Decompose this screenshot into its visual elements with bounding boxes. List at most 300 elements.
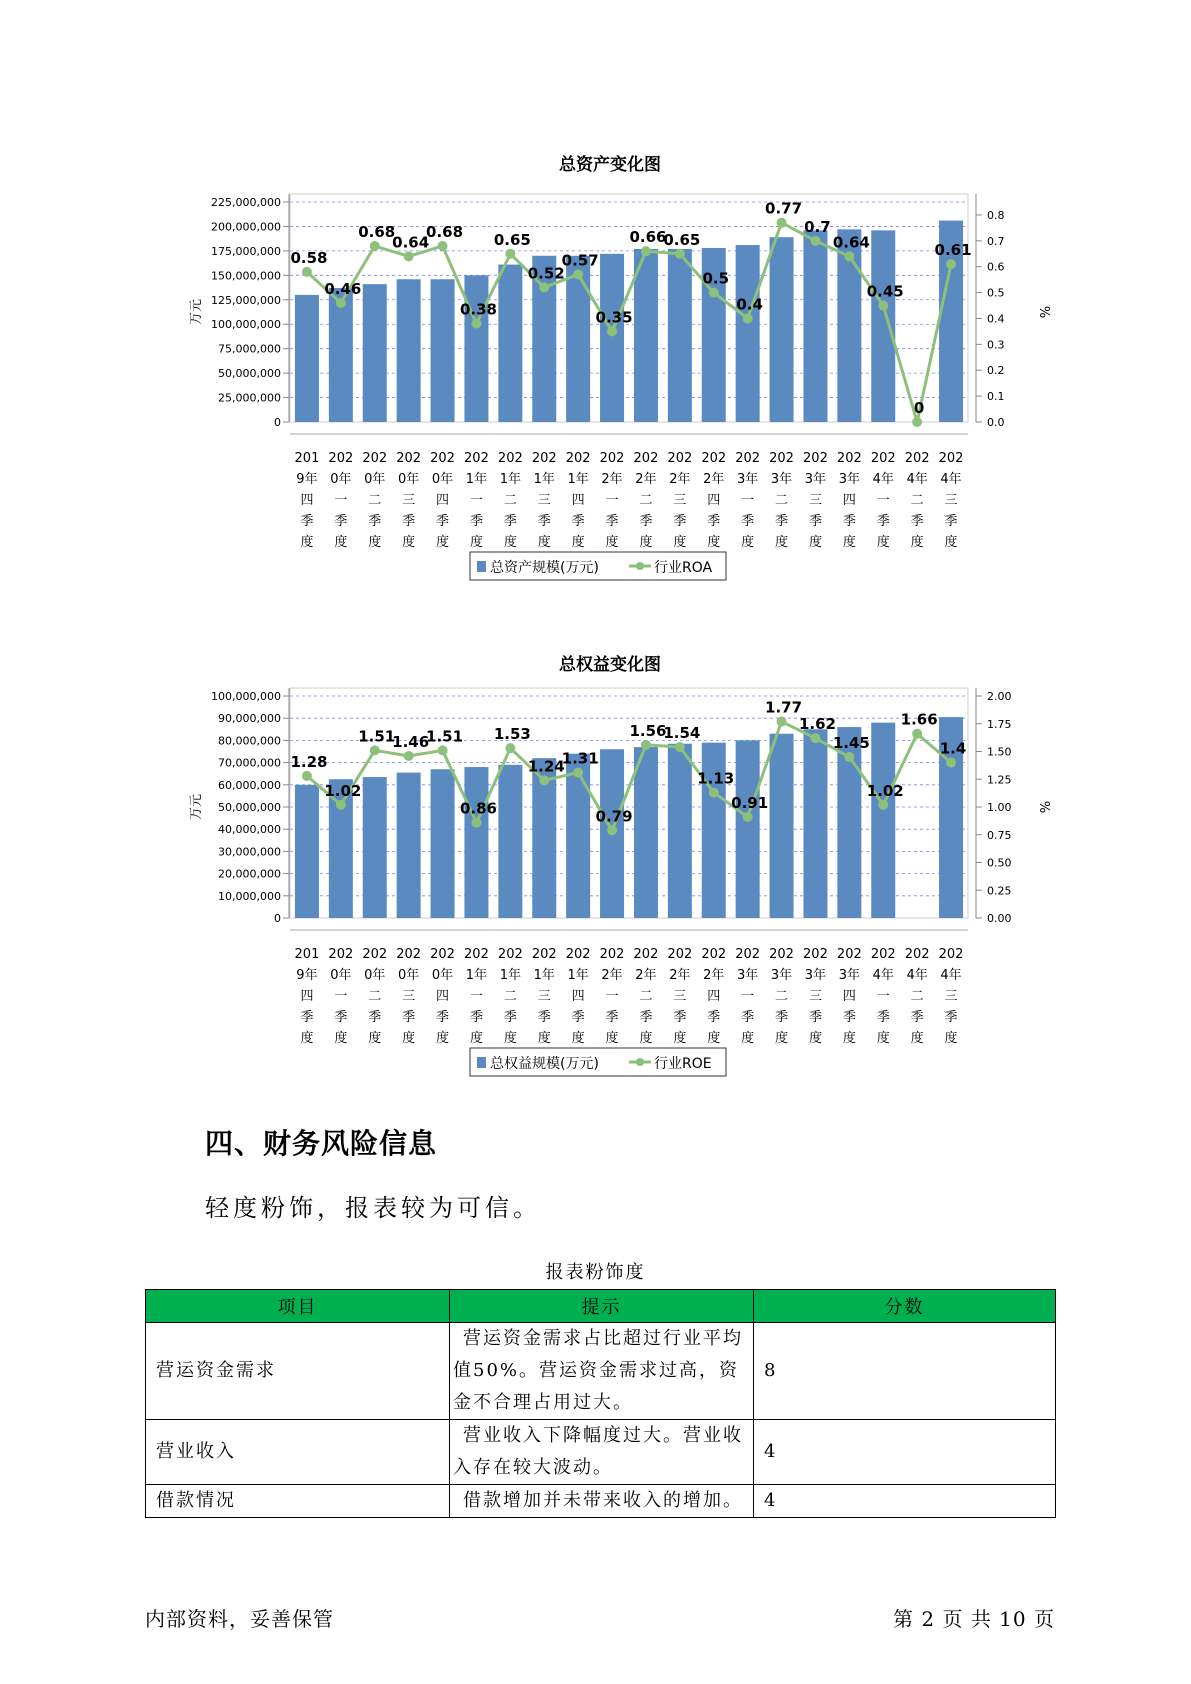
x-tick-label: 一 (334, 989, 348, 1004)
line-point (946, 259, 956, 269)
x-tick-label: 202 (904, 451, 930, 466)
table-header-tip: 提示 (450, 1290, 754, 1323)
x-tick-label: 度 (469, 535, 483, 550)
x-tick-label: 度 (368, 535, 382, 550)
x-tick-label: 0年 (330, 968, 352, 983)
y-tick-label: 0 (274, 416, 281, 429)
x-tick-label: 二 (910, 989, 924, 1004)
x-tick-label: 202 (464, 947, 489, 962)
x-tick-label: 度 (605, 535, 619, 550)
x-tick-label: 202 (803, 947, 828, 962)
y-tick-label: 100,000,000 (211, 690, 281, 703)
data-label: 1.4 (939, 739, 967, 758)
line-point (743, 812, 753, 822)
data-label: 1.13 (697, 769, 735, 788)
x-tick-label: 三 (673, 989, 687, 1004)
line-point (505, 249, 515, 259)
x-tick-label: 度 (944, 1031, 958, 1046)
y2-tick-label: 0.8 (987, 208, 1005, 222)
x-tick-label: 季 (537, 514, 551, 529)
x-tick-label: 季 (741, 514, 755, 529)
bar (329, 288, 353, 422)
data-label: 0.65 (663, 230, 701, 249)
line-point (302, 267, 312, 277)
legend-swatch-bar (477, 1057, 486, 1068)
x-tick-label: 度 (876, 1031, 890, 1046)
bar (803, 729, 827, 918)
data-label: 0.7 (804, 217, 831, 236)
x-tick-label: 度 (707, 1031, 721, 1046)
line-point (675, 249, 685, 259)
row-tip: 借款增加并未带来收入的增加。 (450, 1485, 754, 1518)
x-tick-label: 季 (876, 1010, 890, 1025)
x-tick-label: 二 (775, 989, 789, 1004)
x-tick-label: 二 (503, 989, 517, 1004)
data-label: 1.54 (663, 724, 701, 743)
y-tick-label: 150,000,000 (211, 269, 281, 283)
whitewash-table (145, 1289, 1056, 1518)
x-tick-label: 202 (735, 947, 761, 962)
x-tick-label: 度 (368, 1031, 382, 1046)
legend-label-line: 行业ROA (654, 560, 713, 576)
x-tick-label: 3年 (838, 968, 860, 983)
x-tick-label: 202 (769, 947, 794, 962)
x-tick-label: 四 (436, 989, 450, 1004)
x-tick-label: 度 (571, 535, 585, 550)
x-tick-label: 202 (701, 947, 727, 962)
x-tick-label: 季 (334, 1010, 348, 1025)
x-tick-label: 一 (741, 989, 755, 1004)
x-tick-label: 四 (300, 493, 314, 508)
x-tick-label: 202 (667, 451, 693, 466)
data-label: 1.31 (561, 749, 599, 768)
x-tick-label: 度 (334, 1031, 348, 1046)
x-tick-label: 202 (599, 947, 625, 962)
x-tick-label: 1年 (533, 968, 555, 983)
x-tick-label: 3年 (737, 472, 759, 487)
y-tick-label: 225,000,000 (211, 196, 281, 209)
x-tick-label: 度 (639, 535, 653, 550)
x-tick-label: 一 (469, 493, 483, 508)
y-tick-label: 200,000,000 (211, 220, 281, 234)
section-body-text: 轻度粉饰，报表较为可信。 (205, 1194, 541, 1222)
x-tick-label: 一 (741, 493, 755, 508)
x-tick-label: 4年 (872, 968, 894, 983)
data-label: 0.57 (561, 251, 599, 270)
bar (770, 734, 794, 918)
x-tick-label: 2年 (635, 968, 657, 983)
x-tick-label: 4年 (940, 968, 962, 983)
data-label: 0.77 (765, 199, 803, 218)
bar (600, 254, 624, 422)
bar (295, 785, 319, 918)
x-tick-label: 二 (368, 989, 382, 1004)
x-tick-label: 四 (571, 989, 585, 1004)
x-tick-label: 四 (842, 493, 856, 508)
x-tick-label: 季 (436, 1010, 450, 1025)
total-equity-chart (0, 630, 1191, 1100)
data-label: 0.64 (832, 233, 870, 252)
x-tick-label: 度 (402, 1031, 416, 1046)
x-tick-label: 度 (741, 535, 755, 550)
data-label: 0.35 (595, 308, 633, 327)
x-tick-label: 202 (803, 451, 828, 466)
x-tick-label: 二 (775, 493, 789, 508)
x-tick-label: 一 (469, 989, 483, 1004)
x-tick-label: 度 (537, 535, 551, 550)
data-label: 0.38 (459, 300, 497, 319)
x-tick-label: 202 (497, 947, 523, 962)
x-tick-label: 二 (639, 493, 653, 508)
x-tick-label: 季 (503, 514, 517, 529)
row-score: 4 (754, 1485, 1056, 1518)
data-label: 0.66 (629, 228, 667, 247)
bar (464, 767, 488, 918)
data-label: 0.61 (934, 241, 972, 260)
x-tick-label: 4年 (906, 968, 928, 983)
x-tick-label: 度 (842, 1031, 856, 1046)
x-tick-label: 三 (944, 989, 958, 1004)
line-point (404, 751, 414, 761)
y-tick-label: 40,000,000 (218, 823, 281, 837)
x-tick-label: 3年 (804, 472, 827, 487)
chart-title: 总资产变化图 (559, 155, 661, 175)
bar (871, 723, 895, 918)
x-tick-label: 202 (870, 451, 896, 466)
y-tick-label: 50,000,000 (218, 367, 281, 381)
x-tick-label: 三 (537, 493, 551, 508)
row-item: 营运资金需求 (146, 1323, 450, 1420)
y2-tick-label: 0.1 (987, 390, 1005, 404)
y2-tick-label: 0.00 (987, 912, 1012, 925)
chart-title: 总权益变化图 (559, 655, 661, 675)
x-tick-label: 2年 (601, 968, 623, 983)
line-point (844, 752, 854, 762)
x-tick-label: 季 (944, 1010, 958, 1025)
x-tick-label: 季 (910, 1010, 924, 1025)
x-tick-label: 三 (808, 493, 822, 508)
data-label: 0.64 (392, 233, 430, 252)
y-tick-label: 60,000,000 (218, 778, 281, 792)
x-tick-label: 一 (605, 493, 619, 508)
x-tick-label: 202 (633, 451, 659, 466)
x-tick-label: 季 (402, 514, 416, 529)
bar (431, 769, 455, 918)
x-tick-label: 季 (605, 1010, 619, 1025)
line-point (471, 319, 481, 329)
y2-tick-label: 0.3 (987, 338, 1005, 352)
data-label: 0.45 (866, 282, 904, 301)
y2-axis-title: % (1036, 305, 1051, 319)
bar (464, 275, 488, 422)
table-row (146, 1485, 1056, 1518)
data-label: 1.77 (765, 698, 803, 717)
line-point (438, 745, 448, 755)
x-tick-label: 202 (362, 947, 388, 962)
table-header-score: 分数 (754, 1290, 1056, 1323)
legend-label-bar: 总资产规模(万元) (490, 560, 599, 576)
line-point (743, 313, 753, 323)
x-tick-label: 1年 (533, 472, 555, 487)
x-tick-label: 202 (565, 451, 591, 466)
y-tick-label: 70,000,000 (218, 756, 281, 770)
line-point (810, 733, 820, 743)
data-label: 0.4 (736, 295, 763, 314)
line-point (709, 288, 719, 298)
x-tick-label: 三 (673, 493, 687, 508)
y2-tick-label: 0.7 (987, 234, 1005, 248)
x-tick-label: 季 (300, 1010, 314, 1025)
line-point (878, 301, 888, 311)
x-tick-label: 季 (775, 1010, 789, 1025)
x-tick-label: 季 (808, 514, 822, 529)
line-point (471, 818, 481, 828)
line-point (777, 218, 787, 228)
data-label: 0.79 (595, 807, 633, 826)
table-header-item: 项目 (146, 1290, 450, 1323)
row-tip: 营运资金需求占比超过行业平均值50%。营运资金需求过高，资金不合理占用过大。 (450, 1323, 754, 1420)
x-tick-label: 三 (944, 493, 958, 508)
x-tick-label: 季 (571, 514, 585, 529)
x-tick-label: 季 (707, 1010, 721, 1025)
line-point (844, 251, 854, 261)
x-tick-label: 1年 (499, 472, 521, 487)
x-tick-label: 1年 (465, 968, 488, 983)
bar (498, 265, 522, 422)
x-tick-label: 季 (842, 1010, 856, 1025)
bar (566, 754, 590, 918)
x-tick-label: 202 (836, 947, 862, 962)
x-tick-label: 度 (503, 535, 517, 550)
x-tick-label: 一 (876, 989, 890, 1004)
x-tick-label: 季 (503, 1010, 517, 1025)
line-point (641, 740, 651, 750)
legend-swatch-bar (477, 561, 486, 572)
x-tick-label: 度 (605, 1031, 619, 1046)
x-tick-label: 202 (565, 947, 591, 962)
x-tick-label: 201 (294, 451, 320, 466)
x-tick-label: 度 (707, 535, 721, 550)
x-tick-label: 季 (944, 514, 958, 529)
x-tick-label: 度 (910, 535, 924, 550)
table-row (146, 1323, 1056, 1420)
x-tick-label: 季 (808, 1010, 822, 1025)
x-tick-label: 202 (938, 451, 964, 466)
x-tick-label: 3年 (838, 472, 860, 487)
x-tick-label: 1年 (567, 968, 589, 983)
y2-tick-label: 0.25 (987, 884, 1012, 898)
data-label: 0.68 (358, 223, 396, 241)
row-item: 借款情况 (146, 1485, 450, 1518)
x-tick-label: 季 (639, 1010, 653, 1025)
data-label: 0 (913, 399, 925, 417)
x-tick-label: 度 (808, 1031, 822, 1046)
legend-swatch-point (636, 1058, 644, 1066)
row-tip: 营业收入下降幅度过大。营业收入存在较大波动。 (450, 1420, 754, 1485)
line-point (370, 745, 380, 755)
x-tick-label: 度 (673, 1031, 687, 1046)
y-tick-label: 90,000,000 (218, 712, 281, 726)
x-tick-label: 0年 (398, 968, 420, 983)
bar (397, 773, 421, 918)
x-tick-label: 度 (436, 1031, 450, 1046)
x-tick-label: 四 (571, 493, 585, 508)
x-tick-label: 202 (328, 451, 354, 466)
x-tick-label: 三 (537, 989, 551, 1004)
x-tick-label: 度 (402, 535, 416, 550)
x-tick-label: 一 (334, 493, 348, 508)
bar (803, 230, 827, 422)
x-tick-label: 季 (334, 514, 348, 529)
y-axis-title: 万元 (189, 298, 204, 326)
x-tick-label: 季 (368, 1010, 382, 1025)
x-tick-label: 季 (876, 514, 890, 529)
x-tick-label: 季 (639, 514, 653, 529)
data-label: 1.24 (527, 757, 565, 776)
x-tick-label: 季 (842, 514, 856, 529)
section-heading: 四、财务风险信息 (205, 1127, 438, 1160)
x-tick-label: 一 (876, 493, 890, 508)
x-tick-label: 202 (870, 947, 896, 962)
x-tick-label: 度 (300, 1031, 314, 1046)
y-tick-label: 80,000,000 (218, 734, 281, 748)
y2-tick-label: 0.5 (987, 286, 1005, 300)
data-label: 1.45 (832, 734, 870, 753)
x-tick-label: 202 (396, 451, 422, 466)
x-tick-label: 四 (842, 989, 856, 1004)
x-tick-label: 2年 (703, 472, 725, 487)
x-tick-label: 度 (334, 535, 348, 550)
bar (736, 740, 760, 918)
x-tick-label: 202 (362, 451, 388, 466)
x-tick-label: 度 (808, 535, 822, 550)
y-tick-label: 25,000,000 (218, 391, 281, 405)
line-point (302, 771, 312, 781)
bar (295, 295, 319, 422)
x-tick-label: 4年 (940, 472, 962, 487)
legend-swatch-point (636, 562, 644, 570)
x-tick-label: 四 (436, 493, 450, 508)
x-tick-label: 202 (836, 451, 862, 466)
x-tick-label: 0年 (398, 472, 420, 487)
x-tick-label: 3年 (737, 968, 759, 983)
y2-tick-label: 0.2 (987, 364, 1005, 378)
x-tick-label: 季 (368, 514, 382, 529)
bar (566, 256, 590, 422)
data-label: 0.68 (426, 223, 464, 241)
bar (634, 747, 658, 918)
x-tick-label: 季 (436, 514, 450, 529)
bar (668, 249, 692, 422)
bar (498, 765, 522, 918)
y2-tick-label: 1.00 (987, 801, 1012, 814)
line-point (607, 825, 617, 835)
bar (397, 279, 421, 422)
y2-tick-label: 0.6 (987, 260, 1005, 274)
bar (736, 245, 760, 422)
line-point (878, 800, 888, 810)
x-tick-label: 3年 (804, 968, 827, 983)
line-point (810, 236, 820, 246)
y2-tick-label: 0.75 (987, 828, 1012, 842)
x-tick-label: 度 (842, 535, 856, 550)
table-header-row (146, 1290, 1056, 1323)
y-tick-label: 50,000,000 (218, 801, 281, 814)
line-point (336, 298, 346, 308)
data-label: 1.53 (493, 725, 531, 744)
x-tick-label: 3年 (770, 968, 793, 983)
x-tick-label: 二 (503, 493, 517, 508)
y-tick-label: 125,000,000 (211, 293, 281, 307)
legend-label-bar: 总权益规模(万元) (490, 1056, 599, 1072)
data-label: 0.91 (731, 793, 769, 812)
x-tick-label: 度 (944, 535, 958, 550)
data-label: 1.56 (629, 721, 667, 740)
x-tick-label: 202 (938, 947, 964, 962)
x-tick-label: 度 (775, 535, 789, 550)
x-tick-label: 202 (735, 451, 761, 466)
x-tick-label: 202 (904, 947, 930, 962)
x-tick-label: 季 (673, 1010, 687, 1025)
x-tick-label: 2年 (601, 472, 623, 487)
x-tick-label: 202 (769, 451, 794, 466)
x-tick-label: 2年 (669, 472, 691, 487)
x-tick-label: 202 (701, 451, 727, 466)
line-point (573, 768, 583, 778)
x-tick-label: 1年 (465, 472, 488, 487)
x-tick-label: 季 (707, 514, 721, 529)
y-tick-label: 0 (274, 912, 281, 925)
x-tick-label: 度 (876, 535, 890, 550)
x-tick-label: 四 (707, 493, 721, 508)
data-label: 0.46 (324, 279, 362, 298)
line-point (607, 326, 617, 336)
y2-tick-label: 2.00 (987, 690, 1012, 703)
x-tick-label: 0年 (364, 472, 386, 487)
x-tick-label: 季 (469, 1010, 483, 1025)
x-tick-label: 9年 (296, 968, 318, 983)
footer-page-number: 第 2 页 共 10 页 (893, 1607, 1055, 1631)
x-tick-label: 四 (300, 989, 314, 1004)
x-tick-label: 季 (300, 514, 314, 529)
line-point (573, 269, 583, 279)
row-score: 8 (754, 1323, 1056, 1420)
x-tick-label: 202 (430, 947, 455, 962)
x-tick-label: 202 (667, 947, 693, 962)
x-tick-label: 2年 (703, 968, 725, 983)
x-tick-label: 三 (402, 989, 416, 1004)
footer-confidential-note: 内部资料，妥善保管 (145, 1607, 334, 1631)
y2-tick-label: 1.25 (987, 773, 1012, 787)
line-point (709, 788, 719, 798)
bar (871, 230, 895, 422)
data-label: 0.5 (702, 269, 730, 288)
y2-axis-title: % (1036, 800, 1051, 814)
x-tick-label: 0年 (431, 472, 454, 487)
x-tick-label: 2年 (635, 472, 657, 487)
line-point (370, 241, 380, 251)
data-label: 1.62 (798, 715, 836, 734)
x-tick-label: 4年 (872, 472, 894, 487)
y-tick-label: 10,000,000 (218, 889, 281, 903)
x-tick-label: 二 (639, 989, 653, 1004)
y2-tick-label: 0.4 (987, 312, 1005, 326)
line-point (404, 251, 414, 261)
table-row (146, 1420, 1056, 1485)
x-tick-label: 度 (571, 1031, 585, 1046)
line-point (912, 729, 922, 739)
x-tick-label: 9年 (296, 472, 318, 487)
